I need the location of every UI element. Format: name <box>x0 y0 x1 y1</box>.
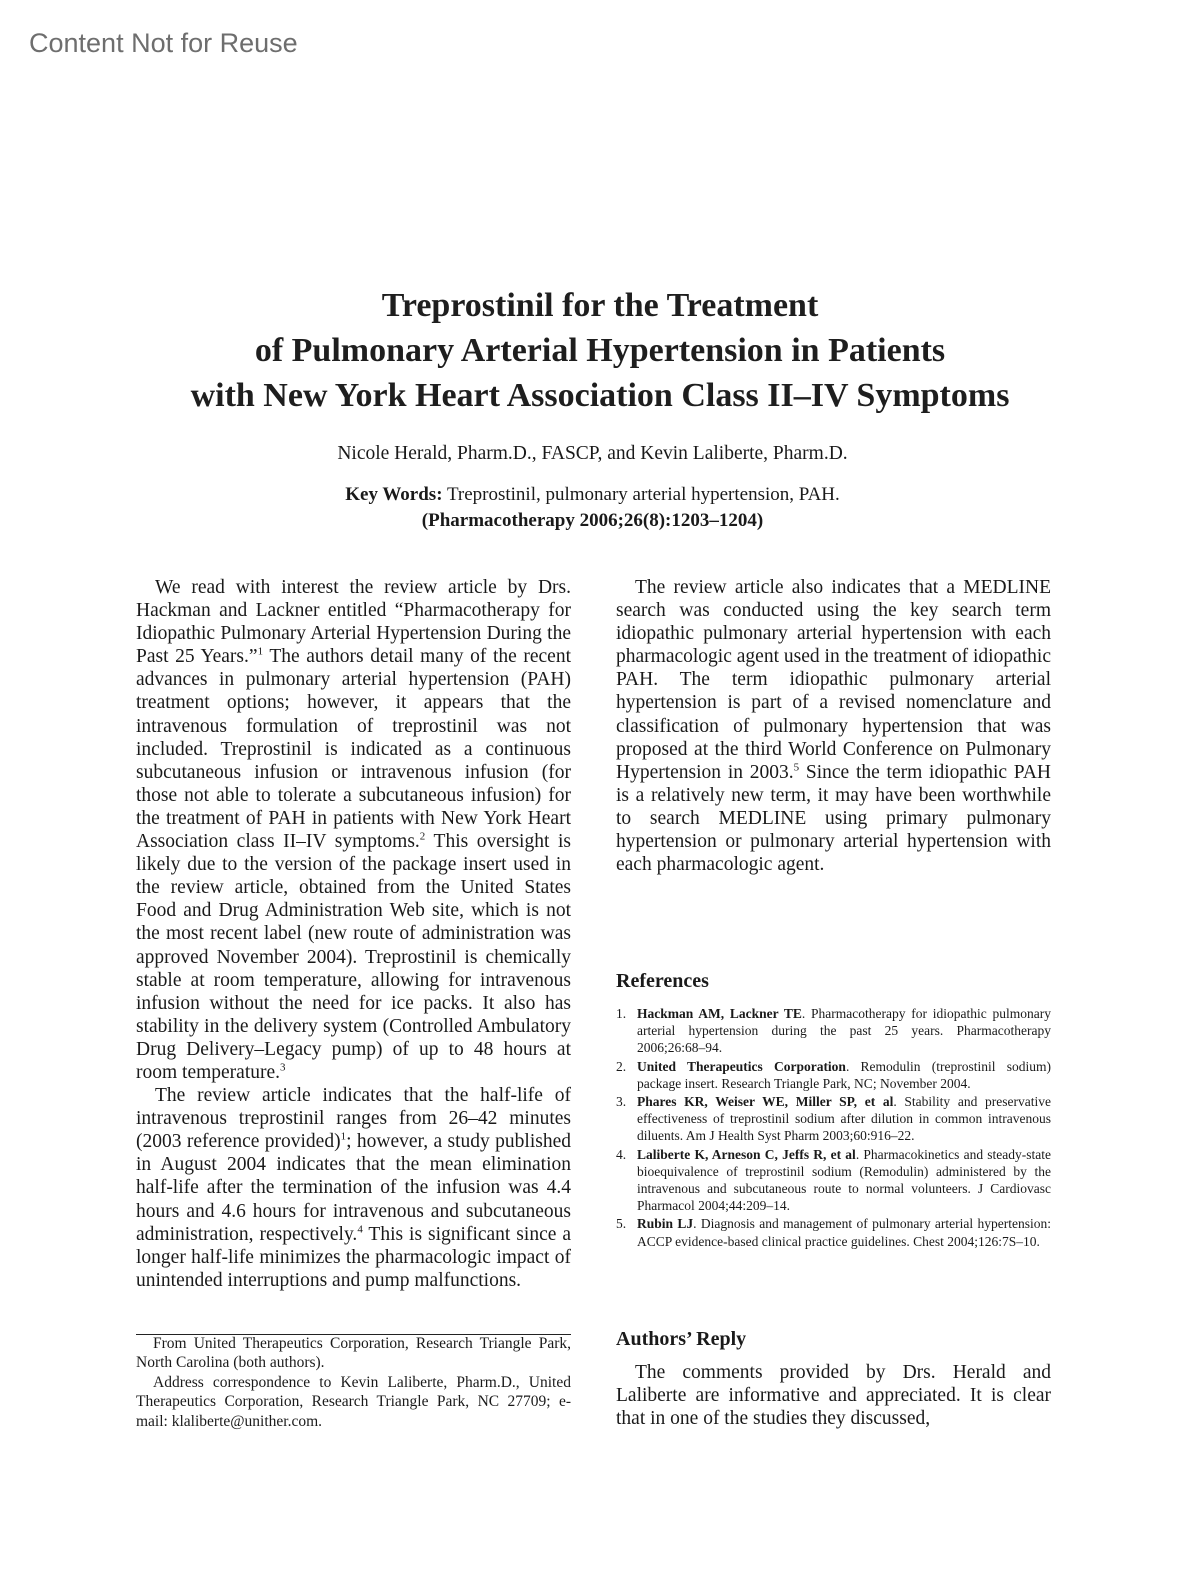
citation-marker: 4 <box>357 1223 363 1236</box>
reference-number: 5. <box>616 1216 627 1232</box>
reference-list <box>616 1005 1051 1251</box>
key-words-label: Key Words: <box>345 484 443 505</box>
reference-number: 2. <box>616 1058 627 1074</box>
reference-text: . Diagnosis and management of pulmonary arterial hypertension: ACCP evidence-based clinical practice guidelines. Chest 2004;126:7S–10. <box>637 1216 1052 1249</box>
reference-text: . Stability and preservative effectiveness of treprostinil sodium after dilution in common intravenous diluents. Am J Health Syst Pharm 2003;60:916–22. <box>637 1094 1051 1144</box>
text-run: We read with interest the review article by Drs. Hackman and Lackner entitled “Pharmacotherapy for Idiopathic Pulmonary Arterial Hypertension During the Past 25 Years.” <box>136 577 571 668</box>
reference-authors: Hackman AM, Lackner TE <box>637 1006 802 1021</box>
author-list: Nicole Herald, Pharm.D., FASCP, and Kevin Laliberte, Pharm.D. <box>337 443 848 464</box>
references-heading: References <box>616 970 709 992</box>
reference-item <box>616 1005 1051 1057</box>
watermark: Content Not for Reuse <box>29 28 298 58</box>
footnote <box>136 1334 571 1431</box>
reference-text: . Remodulin (treprostinil sodium) package insert. Research Triangle Park, NC; November 2004. <box>637 1058 1051 1091</box>
body-column-right <box>616 576 1051 876</box>
footnote-affiliation: From United Therapeutics Corporation, Research Triangle Park, North Carolina (both authors). <box>136 1335 571 1372</box>
citation-marker: 5 <box>793 761 800 774</box>
journal-citation: (Pharmacotherapy 2006;26(8):1203–1204) <box>421 510 764 531</box>
reference-number: 1. <box>616 1006 627 1021</box>
body-paragraph-2 <box>136 1084 571 1292</box>
body-paragraph-3 <box>616 576 1051 876</box>
reference-item <box>616 1093 1051 1145</box>
key-words-text: Treprostinil, pulmonary arterial hypertension, PAH. <box>446 484 840 505</box>
body-paragraph-1 <box>136 576 571 1084</box>
reference-item <box>616 1146 1051 1215</box>
reference-text: . Pharmacotherapy for idiopathic pulmonary arterial hypertension during the past 25 years. Pharmacotherapy 2006;26:68–94. <box>637 1006 1051 1056</box>
reference-number: 3. <box>616 1094 627 1110</box>
text-run: The review article also indicates that a MEDLINE search was conducted using the key search term idiopathic pulmonary arterial hypertension with each pharmacologic agent used in the treatment of idiopathic PAH. The term idiopathic pulmonary arterial hypertension is part of a revised nomenclature and classification of pulmonary hypertension that was proposed at the third World Conference on Pulmonary Hypertension in 2003. <box>616 577 1051 783</box>
reference-text: . Pharmacokinetics and steady-state bioequivalence of treprostinil sodium (Remodulin) administered by the intravenous and subcutaneous route to normal volunteers. J Cardiovasc Pharmacol 2004;44:209–14. <box>637 1146 1052 1214</box>
text-run: The authors detail many of the recent advances in pulmonary arterial hypertension (PAH) treatment options; however, it appears that the intravenous formulation of treprostinil was not included. Treprostinil is indicated as a continuous subcutaneous infusion or intravenous infusion (for those not able to tolerate a subcutaneous infusion) for the treatment of PAH in patients with New York Heart Association class II–IV symptoms. <box>136 646 572 853</box>
citation-marker: 1 <box>257 645 264 658</box>
footnote-address: Address correspondence to Kevin Laliberte, Pharm.D., United Therapeutics Corporation, Research Triangle Park, NC 27709; e-mail: klaliberte@unither.com. <box>136 1373 571 1430</box>
citation-marker: 3 <box>280 1061 286 1074</box>
reply-paragraph: The comments provided by Drs. Herald and Laliberte are informative and appreciated. It is clear that in one of the studies they discussed, <box>616 1362 1051 1430</box>
text-run: This is significant since a longer half-life minimizes the pharmacologic impact of unintended interruptions and pump malfunctions. <box>136 1223 571 1291</box>
reference-authors: Phares KR, Weiser WE, Miller SP, et al <box>637 1094 894 1110</box>
citation-marker: 1 <box>340 1130 347 1143</box>
reference-authors: Laliberte K, Arneson C, Jeffs R, et al <box>637 1146 856 1162</box>
title-line-3: with New York Heart Association Class II–IV Symptoms <box>190 377 1010 414</box>
reference-item <box>616 1215 1051 1249</box>
authors-reply <box>616 1361 1051 1430</box>
text-run: The review article indicates that the half-life of intravenous treprostinil ranges from 26–42 minutes (2003 reference provided) <box>136 1085 571 1153</box>
reference-authors: United Therapeutics Corporation <box>637 1058 846 1074</box>
text-run: This oversight is likely due to the version of the package insert used in the review article, obtained from the United States Food and Drug Administration Web site, which is not the most recent label (new route of administration was approved November 2004). Treprostinil is chemically stable at room temperature, allowing for intravenous infusion without the need for ice packs. It also has stability in the delivery system (Controlled Ambulatory Drug Delivery–Legacy pump) of up to 48 hours at room temperature. <box>136 831 571 1083</box>
body-column-left <box>136 576 571 1292</box>
key-words <box>100 482 1085 508</box>
reference-number: 4. <box>616 1146 627 1162</box>
article-title <box>100 283 1100 418</box>
authors-reply-heading: Authors’ Reply <box>616 1328 747 1350</box>
text-run: Since the term idiopathic PAH is a relatively new term, it may have been worthwhile to search MEDLINE using primary pulmonary hypertension or pulmonary arterial hypertension with each pharmacologic agent. <box>616 761 1051 876</box>
title-line-2: of Pulmonary Arterial Hypertension in Patients <box>254 332 946 369</box>
reference-item <box>616 1058 1051 1092</box>
title-line-1: Treprostinil for the Treatment <box>381 287 819 324</box>
citation-marker: 2 <box>419 830 426 843</box>
text-run: ; however, a study published in August 2004 indicates that the mean elimination half-life after the termination of the infusion was 4.4 hours and 4.6 hours for intravenous and subcutaneous administration, respectively. <box>136 1131 571 1245</box>
reference-authors: Rubin LJ <box>637 1216 694 1232</box>
